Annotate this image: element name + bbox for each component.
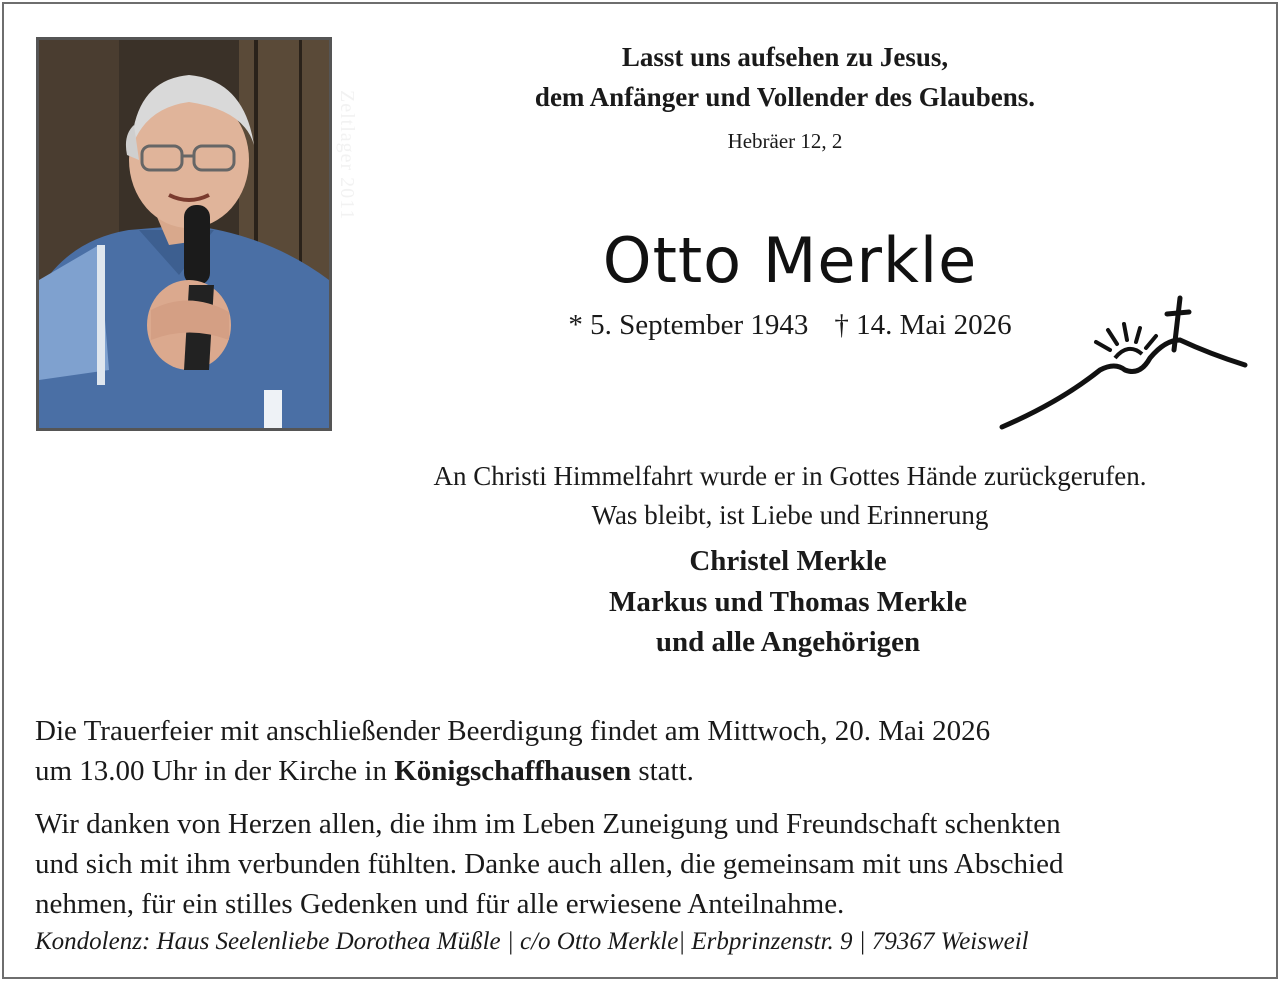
portrait-illustration [39,40,329,428]
condolence-address: Kondolenz: Haus Seelenliebe Dorothea Müßle | c/o Otto Merkle| Erbprinzenstr. 9 | 79367 Weisweil [35,928,1029,955]
thanks-line-1: Wir danken von Herzen allen, die ihm im Leben Zuneigung und Freundschaft schenkten [35,808,1061,840]
signatory: Christel Merkle [689,545,887,577]
portrait-photo [36,37,358,431]
service-line-2-suffix: statt. [638,755,694,787]
service-line-2 [35,751,1250,791]
service-line-2-prefix: um 13.00 Uhr in der Kirche in [35,755,387,787]
birth-date: * 5. September 1943 [568,309,809,341]
thanks-line-2: und sich mit ihm verbunden fühlten. Danke auch allen, die gemeinsam mit uns Abschied [35,848,1064,880]
farewell-line-2: Was bleibt, ist Liebe und Erinnerung [591,500,989,530]
photo-caption: Zeltlager 2011 [336,90,358,221]
hill-cross-sun-icon [1000,292,1250,432]
death-date: † 14. Mai 2026 [834,309,1012,341]
signatory: Markus und Thomas Merkle [609,586,967,618]
verse-line-1: Lasst uns aufsehen zu Jesus, [621,42,949,72]
service-paragraph [35,711,1250,791]
thanks-line-3: nehmen, für ein stilles Gedenken und für alle erwiesene Anteilnahme. [35,888,845,920]
thanks-paragraph [35,804,1250,924]
signatory: und alle Angehörigen [655,626,921,658]
farewell-line-1: An Christi Himmelfahrt wurde er in Gottes Hände zurückgerufen. [433,461,1147,491]
deceased-name: Otto Merkle [602,224,978,297]
service-line-1: Die Trauerfeier mit anschließender Beerdigung findet am Mittwoch, 20. Mai 2026 [35,715,991,747]
verse-line-2: dem Anfänger und Vollender des Glaubens. [534,82,1036,112]
service-place: Königschaffhausen [394,755,632,787]
life-dates [520,309,1060,342]
verse-reference: Hebräer 12, 2 [727,129,843,153]
